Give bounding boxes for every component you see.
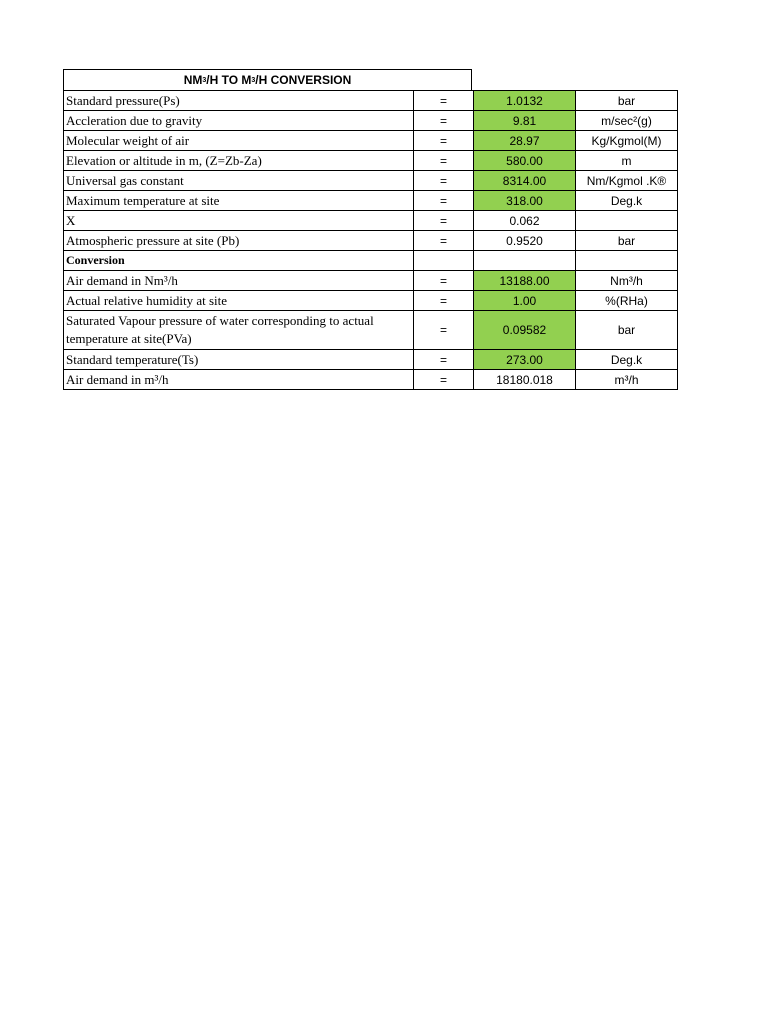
table-row	[64, 291, 678, 311]
title-suffix: /H CONVERSION	[255, 73, 352, 87]
row-unit[interactable]: m	[576, 151, 678, 171]
row-label[interactable]: Elevation or altitude in m, (Z=Zb-Za)	[64, 151, 414, 171]
table-row	[64, 271, 678, 291]
row-label[interactable]: Actual relative humidity at site	[64, 291, 414, 311]
row-unit[interactable]: Kg/Kgmol(M)	[576, 131, 678, 151]
row-equals[interactable]: =	[414, 91, 474, 111]
row-value[interactable]	[474, 251, 576, 271]
table-row	[64, 211, 678, 231]
table-row	[64, 251, 678, 271]
row-value[interactable]: 9.81	[474, 111, 576, 131]
row-equals[interactable]: =	[414, 291, 474, 311]
row-label[interactable]: Standard pressure(Ps)	[64, 91, 414, 111]
row-equals[interactable]: =	[414, 370, 474, 390]
row-unit[interactable]: Nm/Kgmol .K®	[576, 171, 678, 191]
table-row	[64, 151, 678, 171]
row-value[interactable]: 580.00	[474, 151, 576, 171]
row-label[interactable]: Accleration due to gravity	[64, 111, 414, 131]
table-row	[64, 171, 678, 191]
row-unit[interactable]: %(RHa)	[576, 291, 678, 311]
row-unit[interactable]: Deg.k	[576, 191, 678, 211]
table-row	[64, 311, 678, 350]
table-row	[64, 111, 678, 131]
row-value[interactable]: 0.09582	[474, 311, 576, 350]
row-value[interactable]: 13188.00	[474, 271, 576, 291]
row-unit[interactable]	[576, 211, 678, 231]
row-equals[interactable]: =	[414, 350, 474, 370]
row-value[interactable]: 8314.00	[474, 171, 576, 191]
row-label[interactable]: Saturated Vapour pressure of water corresponding to actual temperature at site(PVa)	[64, 311, 414, 350]
row-label[interactable]: Molecular weight of air	[64, 131, 414, 151]
row-unit[interactable]: bar	[576, 231, 678, 251]
title-sup-1: 3	[202, 76, 207, 84]
table-row	[64, 350, 678, 370]
row-label[interactable]: Air demand in m³/h	[64, 370, 414, 390]
row-equals[interactable]	[414, 251, 474, 271]
row-equals[interactable]: =	[414, 211, 474, 231]
row-equals[interactable]: =	[414, 171, 474, 191]
row-value[interactable]: 0.062	[474, 211, 576, 231]
table-row	[64, 231, 678, 251]
table-row	[64, 370, 678, 390]
row-value[interactable]: 318.00	[474, 191, 576, 211]
row-equals[interactable]: =	[414, 151, 474, 171]
table-row	[64, 131, 678, 151]
row-equals[interactable]: =	[414, 111, 474, 131]
row-value[interactable]: 1.00	[474, 291, 576, 311]
row-unit[interactable]: Deg.k	[576, 350, 678, 370]
row-label[interactable]: Maximum temperature at site	[64, 191, 414, 211]
conversion-sheet	[63, 69, 678, 390]
row-unit[interactable]: m³/h	[576, 370, 678, 390]
row-label[interactable]: X	[64, 211, 414, 231]
row-unit[interactable]: bar	[576, 311, 678, 350]
row-unit[interactable]	[576, 251, 678, 271]
row-equals[interactable]: =	[414, 131, 474, 151]
row-label[interactable]: Air demand in Nm³/h	[64, 271, 414, 291]
row-unit[interactable]: Nm³/h	[576, 271, 678, 291]
conversion-table	[63, 90, 678, 390]
sheet-title	[63, 69, 472, 90]
row-equals[interactable]: =	[414, 311, 474, 350]
row-value[interactable]: 28.97	[474, 131, 576, 151]
row-value[interactable]: 18180.018	[474, 370, 576, 390]
row-label[interactable]: Atmospheric pressure at site (Pb)	[64, 231, 414, 251]
row-label[interactable]: Standard temperature(Ts)	[64, 350, 414, 370]
title-sup-2: 3	[251, 76, 256, 84]
row-unit[interactable]: bar	[576, 91, 678, 111]
row-equals[interactable]: =	[414, 191, 474, 211]
title-prefix: NM	[183, 73, 203, 87]
row-unit[interactable]: m/sec²(g)	[576, 111, 678, 131]
row-label[interactable]: Conversion	[64, 251, 414, 271]
row-equals[interactable]: =	[414, 271, 474, 291]
row-value[interactable]: 0.9520	[474, 231, 576, 251]
row-value[interactable]: 273.00	[474, 350, 576, 370]
row-value[interactable]: 1.0132	[474, 91, 576, 111]
row-equals[interactable]: =	[414, 231, 474, 251]
row-label[interactable]: Universal gas constant	[64, 171, 414, 191]
title-middle: /H TO M	[206, 73, 252, 87]
table-row	[64, 91, 678, 111]
table-row	[64, 191, 678, 211]
